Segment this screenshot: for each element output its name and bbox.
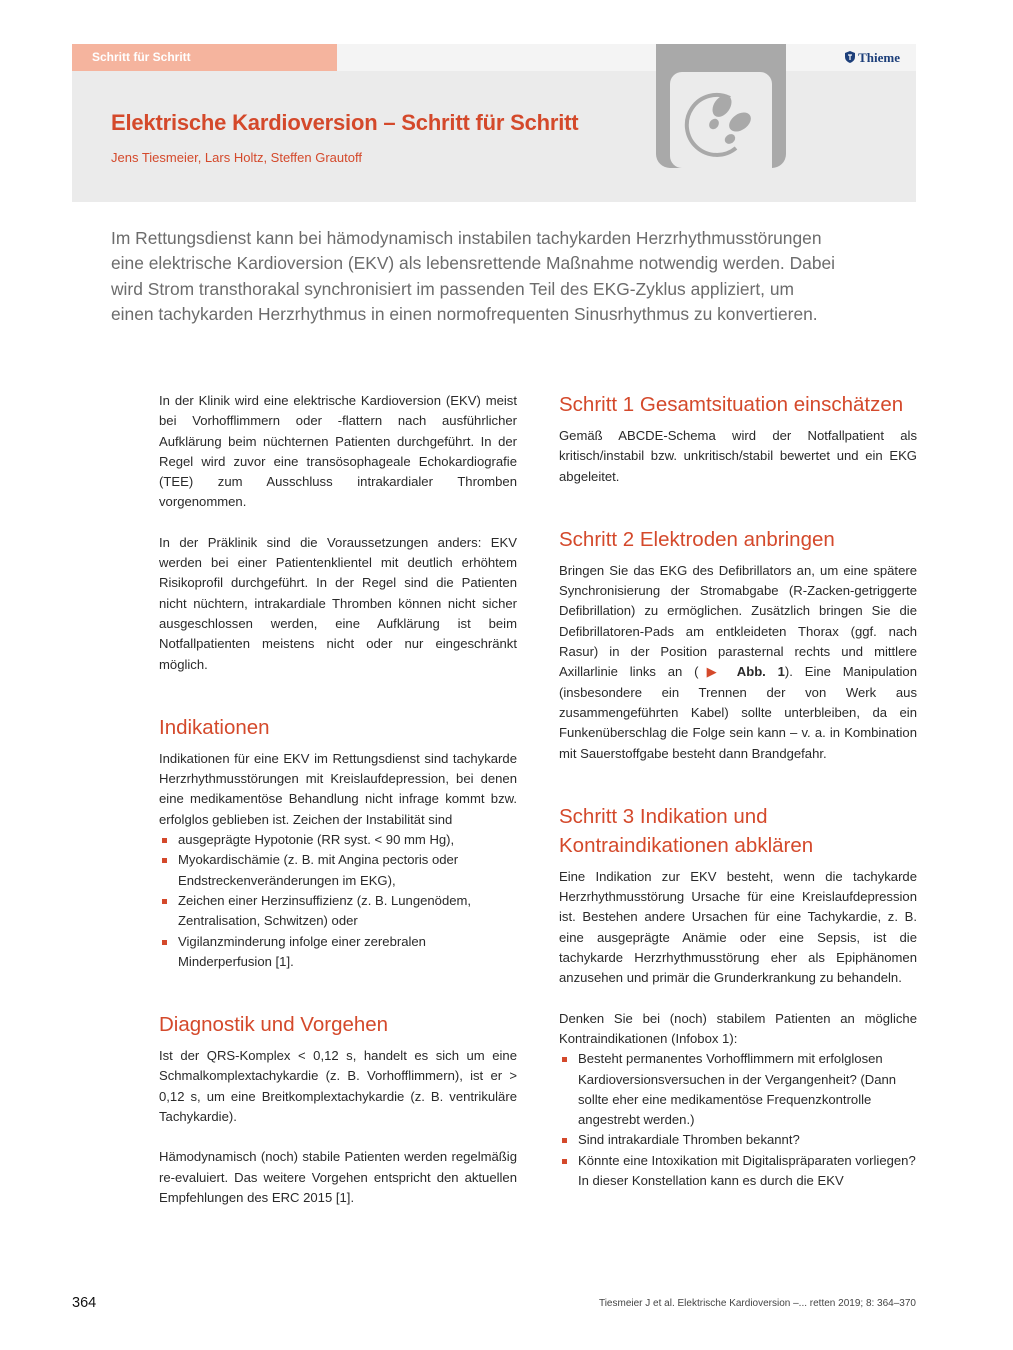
figure-ref-arrow-icon: ▶: [698, 664, 725, 680]
article-title: Elektrische Kardioversion – Schritt für Schritt: [111, 110, 579, 135]
section-heading-diagnostik: Diagnostik und Vorgehen: [159, 1013, 389, 1037]
footer-citation: Tiesmeier J et al. Elektrische Kardioversion –... retten 2019; 8: 364–370: [598, 1298, 916, 1309]
section-heading-schritt-1: Schritt 1 Gesamtsituation einschätzen: [559, 393, 904, 416]
instability-signs-list: [159, 830, 517, 972]
figure-reference-link[interactable]: Abb. 1: [736, 664, 785, 680]
publisher-logo: [845, 50, 900, 66]
intro-paragraph-1: In der Klinik wird eine elektrische Kardioversion (EKV) meist bei Vorhofflimmern oder -flattern nach ausführlicher Aufklärung beim nüchternen Patienten durchgeführt. In der Regel wird zuvor eine transösophageale Echokardiografie (TEE) zum Ausschluss intrakardialer Thromben vorgenommen.: [159, 393, 517, 510]
diagnostik-paragraph-1: Ist der QRS-Komplex < 0,12 s, handelt es sich um eine Schmalkomplextachykardie (z. B. Vorhofflimmern), ist er > 0,12 s, um eine Breitkomplextachykardie (z. B. ventrikuläre Tachykardie).: [159, 1048, 517, 1125]
schritt-3-paragraph-2: Denken Sie bei (noch) stabilem Patienten an mögliche Kontraindikationen (Infobox 1):: [559, 1010, 917, 1046]
list-item: Könnte eine Intoxikation mit Digitalispräparaten vorliegen? In dieser Konstellation kann es durch die EKV: [559, 1151, 917, 1192]
schritt-3-paragraph-1: Eine Indikation zur EKV besteht, wenn die tachykarde Herzrhythmusstörung Ursache für eine Kreislaufdepression ist. Bestehen andere Ursachen für eine Tachykardie, z. B. eine ausgeprägte Anämie oder eine Sepsis, ist die tachykarde Herzrhythmusstörung eher als Epiphänomen anzusehen und primär die Grunderkrankung zu behandeln.: [559, 868, 917, 986]
page-number: 364: [72, 1295, 97, 1311]
publisher-name: Thieme: [858, 50, 900, 65]
right-column: [559, 390, 917, 1191]
section-logo: [656, 44, 786, 168]
list-item: Zeichen einer Herzinsuffizienz (z. B. Lungenödem, Zentralisation, Schwitzen) oder: [159, 891, 517, 932]
contraindications-list: [559, 1049, 917, 1191]
list-item: ausgeprägte Hypotonie (RR syst. < 90 mm Hg),: [159, 830, 517, 850]
section-tab: Schritt für Schritt: [72, 44, 337, 71]
footsteps-icon: [670, 72, 772, 168]
left-column: [159, 391, 517, 1208]
schritt-1-paragraph: Gemäß ABCDE-Schema wird der Notfallpatient als kritisch/instabil bzw. unkritisch/stabil bewertet und ein EKG abgeleitet.: [559, 428, 917, 484]
schritt-2-paragraph: [559, 561, 917, 764]
section-heading-schritt-3: Schritt 3 Indikation und Kontraindikationen abklären: [559, 804, 814, 857]
indikationen-paragraph: Indikationen für eine EKV im Rettungsdienst sind tachykarde Herzrhythmusstörungen mit Kreislaufdepression, bei denen eine medikamentöse Behandlung nicht infrage kommt bzw. erfolglos geblieben ist. Zeichen der Instabilität sind: [159, 750, 517, 827]
article-authors: Jens Tiesmeier, Lars Holtz, Steffen Grautoff: [111, 150, 362, 165]
diagnostik-paragraph-2: Hämodynamisch (noch) stabile Patienten werden regelmäßig re-evaluiert. Das weitere Vorgehen entspricht den aktuellen Empfehlungen des ERC 2015 [1].: [159, 1149, 517, 1205]
list-item: Sind intrakardiale Thromben bekannt?: [559, 1130, 917, 1150]
list-item: Myokardischämie (z. B. mit Angina pectoris oder Endstreckenveränderungen im EKG),: [159, 850, 517, 891]
article-abstract: Im Rettungsdienst kann bei hämodynamisch instabilen tachykarden Herzrhythmusstörungen eine elektrische Kardioversion (EKV) als lebensrettende Maßnahme notwendig werden. Dabei wird Strom transthorakal synchronisiert im passenden Teil des EKG-Zyklus appliziert, um einen tachykarden Herzrhythmus in einen normofrequenten Sinusrhythmus zu konvertieren.: [111, 228, 836, 324]
header-top-strip: [337, 44, 916, 71]
section-logo-inner: [670, 72, 772, 168]
schritt-2-text-b: ). Eine Manipulation (insbesondere ein Trennen der von Werk aus zusammengeführten Kabel) sollte unterbleiben, da ein Funkenüberschlag die Folge sein kann – v. a. in Kombination mit Sauerstoffgabe besteht dann Brandgefahr.: [559, 664, 917, 761]
schritt-2-text-a: Bringen Sie das EKG des Defibrillators an, um eine spätere Synchronisierung der Stromabgabe (R-Zacken-getriggerte Defibrillation) zu ermöglichen. Zusätzlich bringen Sie die Defibrillatoren-Pads am entkleideten Thorax (ggf. nach Rasur) in der Position parasternal rechts und mittlere Axillarlinie links an (: [559, 562, 917, 680]
list-item: Vigilanzminderung infolge einer zerebralen Minderperfusion [1].: [159, 932, 517, 973]
section-heading-schritt-2: Schritt 2 Elektroden anbringen: [559, 527, 835, 551]
thieme-emblem-icon: [845, 51, 855, 63]
list-item: Besteht permanentes Vorhofflimmern mit erfolglosen Kardioversionsversuchen in der Vergangenheit? (Dann sollte eher eine medikamentöse Frequenzkontrolle angestrebt werden.): [559, 1049, 917, 1130]
section-heading-indikationen: Indikationen: [159, 715, 270, 739]
intro-paragraph-2: In der Präklinik sind die Voraussetzungen anders: EKV werden bei einer Patientenklientel mit deutlich erhöhtem Risikoprofil durchgeführt. In der Regel sind die Patienten nicht nüchtern, intrakardiale Thromben können nicht sicher ausgeschlossen werden, eine Aufklärung ist beim Notfallpatienten meistens nicht oder nur eingeschränkt möglich.: [159, 534, 517, 672]
